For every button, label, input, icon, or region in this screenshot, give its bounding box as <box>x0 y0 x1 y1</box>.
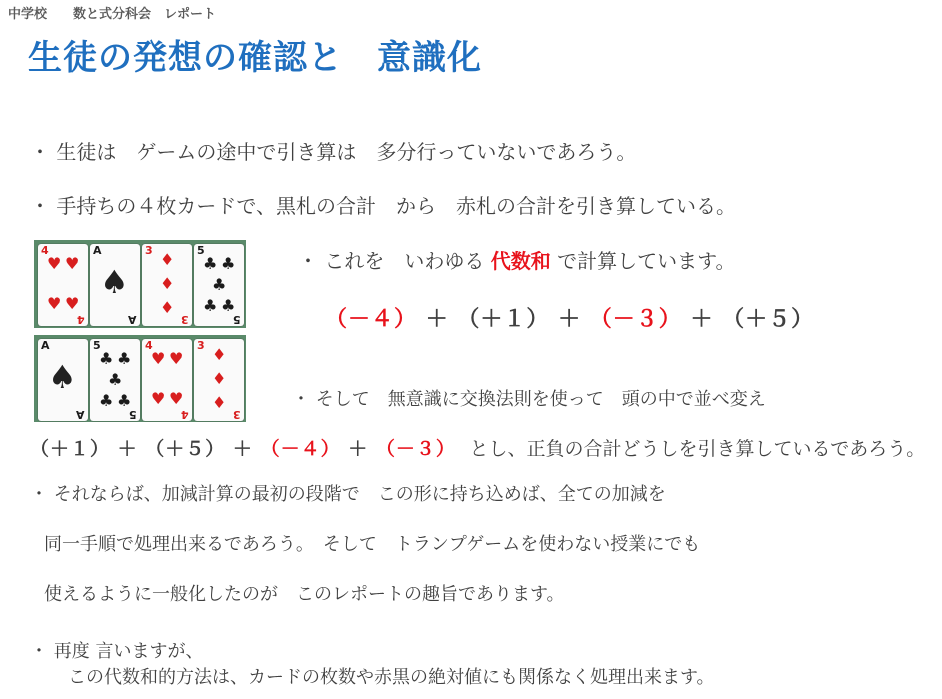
card-rank: A <box>41 339 50 352</box>
card-photo-2 <box>34 335 246 422</box>
eq1-op-3: ＋ <box>690 307 714 332</box>
card-ace-spades <box>38 339 88 421</box>
heart-icon: ♥ <box>151 389 166 408</box>
club-icon: ♣ <box>117 349 132 368</box>
eq2-term-2: （＋５） <box>145 438 226 460</box>
bullet-4-tail: とし、正負の合計どうしを引き算しているであろう。 <box>469 438 926 460</box>
card-5-clubs <box>90 339 140 421</box>
diamond-icon: ♦ <box>160 298 175 317</box>
eq2-term-3: （－４） <box>260 438 341 460</box>
diamond-icon: ♦ <box>212 393 227 412</box>
diamond-icon: ♦ <box>160 250 175 269</box>
card-rank: A <box>93 244 102 257</box>
heart-icon: ♥ <box>151 349 166 368</box>
bullet-5-line-3: 使えるように一般化したのが このレポートの趣旨であります。 <box>44 584 565 605</box>
heart-icon: ♥ <box>169 389 184 408</box>
school-label: 中学校 <box>8 7 48 22</box>
algebraic-sum-term: 代数和 <box>490 249 551 273</box>
club-icon: ♣ <box>221 296 236 315</box>
card-ace-spades <box>90 244 140 326</box>
bullet-4: ・ そして 無意識に交換法則を使って 頭の中で並べ変え <box>292 389 766 410</box>
bullet-2: ・ 手持ちの４枚カードで、黒札の合計 から 赤札の合計を引き算している。 <box>30 194 736 218</box>
club-icon: ♣ <box>203 254 218 273</box>
bullet-3-post: で計算しています。 <box>557 249 736 273</box>
club-icon: ♣ <box>212 275 227 294</box>
bullet-3-pre: ・ これを いわゆる <box>298 249 485 273</box>
card-5-clubs <box>194 244 244 326</box>
card-rank: 3 <box>145 244 153 257</box>
diamond-icon: ♦ <box>160 274 175 293</box>
card-4-hearts <box>142 339 192 421</box>
club-icon: ♣ <box>221 254 236 273</box>
card-rank-bottom: A <box>76 408 85 421</box>
slide-title <box>28 30 482 79</box>
equation-2 <box>30 434 925 461</box>
card-rank: 3 <box>197 339 205 352</box>
bullet-1: ・ 生徒は ゲームの途中で引き算は 多分行っていないであろう。 <box>30 140 637 164</box>
card-3-diamonds <box>194 339 244 421</box>
card-rank: 5 <box>197 244 205 257</box>
card-rank-bottom: 5 <box>129 408 137 421</box>
eq2-op-2: ＋ <box>232 438 253 460</box>
bullet-6-line-2: この代数和的方法は、カードの枚数や赤黒の絶対値にも関係なく処理出来ます。 <box>68 667 715 688</box>
title-part2: 意識化 <box>377 38 482 78</box>
bullet-5-line-2: 同一手順で処理出来るであろう。 そして トランプゲームを使わない授業にでも <box>44 534 701 555</box>
heart-icon: ♥ <box>65 254 80 273</box>
club-icon: ♣ <box>99 349 114 368</box>
eq1-term-3: （－３） <box>589 307 682 332</box>
card-rank: 4 <box>145 339 153 352</box>
spade-icon: ♠ <box>48 358 77 396</box>
slide-header <box>8 3 216 22</box>
spade-icon: ♠ <box>100 263 129 301</box>
club-icon: ♣ <box>108 370 123 389</box>
diamond-icon: ♦ <box>212 345 227 364</box>
bullet-6-line-1: ・ 再度 言いますが、 <box>30 641 204 662</box>
club-icon: ♣ <box>117 391 132 410</box>
diamond-icon: ♦ <box>212 369 227 388</box>
card-rank: 5 <box>93 339 101 352</box>
card-photo-1 <box>34 240 246 328</box>
eq2-term-1: （＋１） <box>30 438 111 460</box>
eq1-op-2: ＋ <box>558 307 582 332</box>
heart-icon: ♥ <box>47 294 62 313</box>
eq2-op-1: ＋ <box>117 438 138 460</box>
card-rank: 4 <box>41 244 49 257</box>
eq1-term-4: （＋５） <box>722 307 815 332</box>
eq1-term-2: （＋１） <box>457 307 550 332</box>
eq1-op-1: ＋ <box>425 307 449 332</box>
bullet-5-line-1: ・ それならば、加減計算の最初の段階で この形に持ち込めば、全ての加減を <box>30 484 666 505</box>
title-part1: 生徒の発想の確認と <box>28 38 343 78</box>
card-rank-bottom: 4 <box>77 313 85 326</box>
club-icon: ♣ <box>203 296 218 315</box>
club-icon: ♣ <box>99 391 114 410</box>
eq1-term-1: （－４） <box>325 307 418 332</box>
heart-icon: ♥ <box>65 294 80 313</box>
card-rank-bottom: 5 <box>233 313 241 326</box>
heart-icon: ♥ <box>47 254 62 273</box>
eq2-op-3: ＋ <box>348 438 369 460</box>
committee-label: 数と式分科会 レポート <box>73 7 217 22</box>
equation-1 <box>325 302 814 333</box>
card-4-hearts <box>38 244 88 326</box>
heart-icon: ♥ <box>169 349 184 368</box>
eq2-term-4: （－３） <box>375 438 456 460</box>
card-rank-bottom: 3 <box>233 408 241 421</box>
card-rank-bottom: 4 <box>181 408 189 421</box>
card-rank-bottom: A <box>128 313 137 326</box>
bullet-3 <box>298 245 735 274</box>
card-3-diamonds <box>142 244 192 326</box>
card-rank-bottom: 3 <box>181 313 189 326</box>
